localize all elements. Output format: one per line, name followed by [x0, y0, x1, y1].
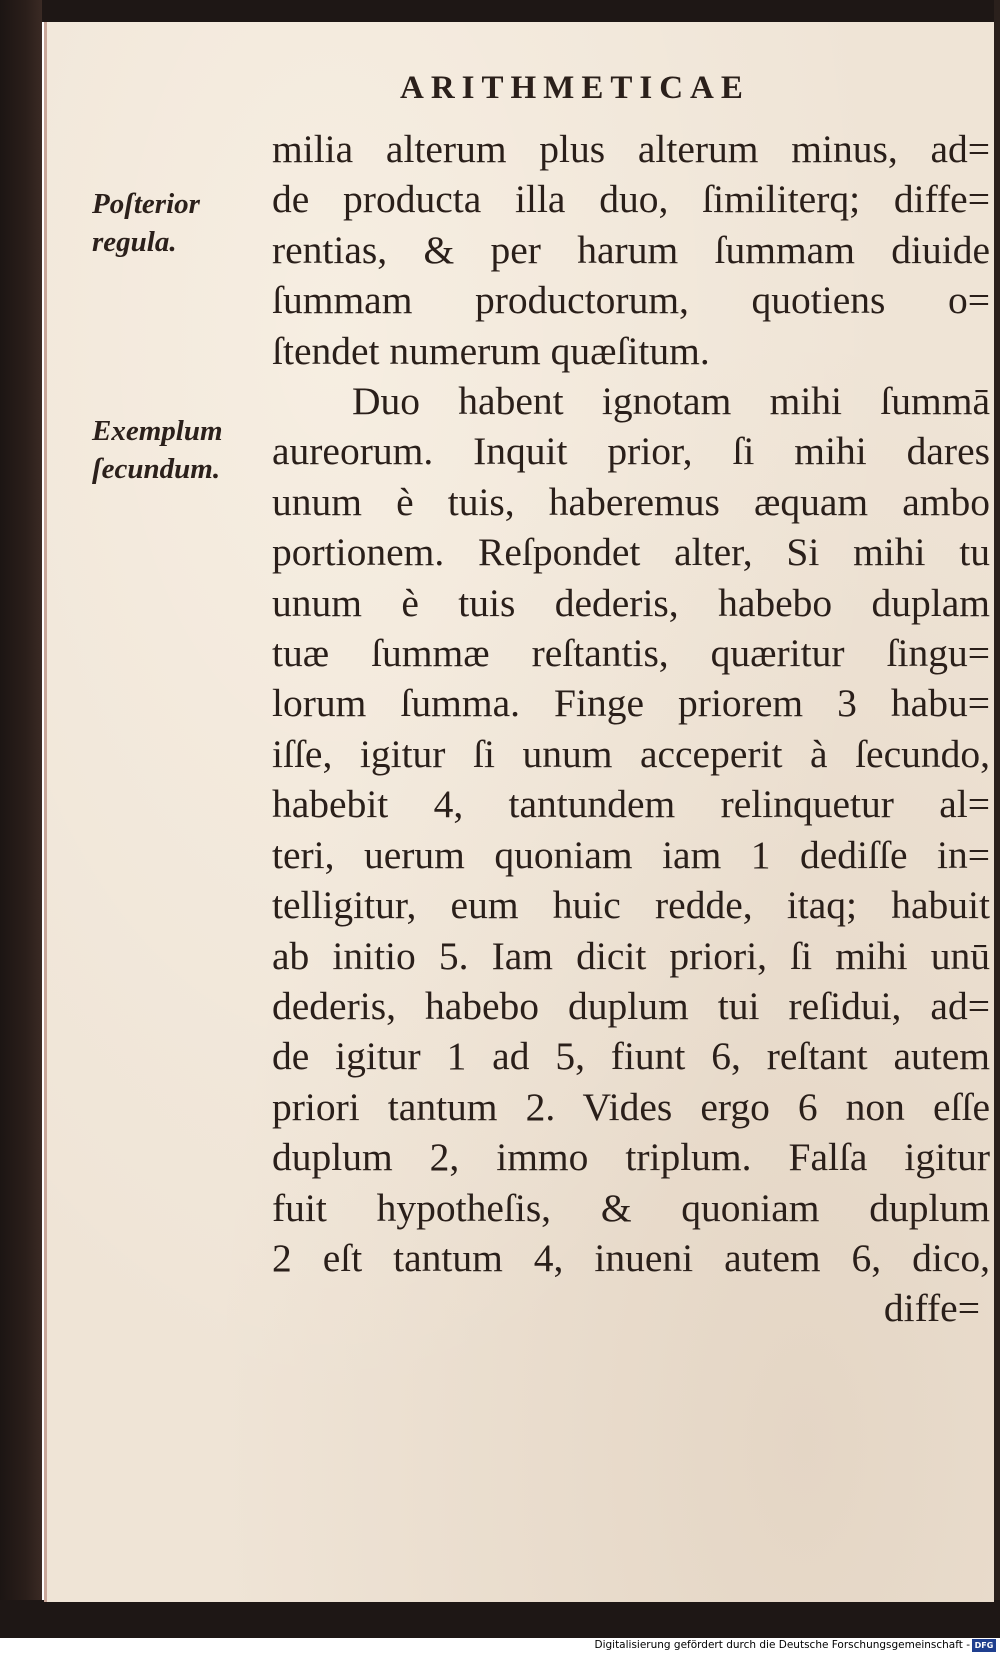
- text-line: rentias, & per harum ſummam diuide: [272, 227, 990, 272]
- text-line: unum è tuis dederis, habebo duplam: [272, 580, 990, 625]
- text-line: tuæ ſummæ reſtantis, quæritur ſingu=: [272, 631, 990, 676]
- text-line: portionem. Reſpondet alter, Si mihi tu: [272, 530, 990, 575]
- margin-note-exemplum-secundum: [92, 412, 242, 488]
- body-text: [272, 124, 990, 1334]
- margin-note-line: Exemplum: [92, 415, 223, 447]
- footer-credit: Digitalisierung gefördert durch die Deutsche Forschungsgemeinschaft -: [594, 1639, 970, 1651]
- catchword: diffe=: [883, 1286, 980, 1331]
- text-line: priori tantum 2. Vides ergo 6 non eſſe: [272, 1084, 990, 1129]
- text-line: teri, uerum quoniam iam 1 dediſſe in=: [272, 832, 990, 877]
- text-line: habebit 4, tantundem relinquetur al=: [272, 782, 990, 827]
- scan-background-bottom: [0, 1600, 1000, 1638]
- dfg-logo-icon: DFG: [972, 1639, 996, 1652]
- text-line: de igitur 1 ad 5, fiunt 6, reſtant autem: [272, 1034, 990, 1079]
- text-line: Duo habent ignotam mihi ſummā: [352, 379, 990, 424]
- text-line: de producta illa duo, ſimiliterq; diffe=: [272, 177, 990, 222]
- text-line: milia alterum plus alterum minus, ad=: [272, 127, 990, 171]
- text-line: iſſe, igitur ſi unum acceperit à ſecundo,: [272, 731, 990, 776]
- text-line: aureorum. Inquit prior, ſi mihi dares: [272, 429, 990, 474]
- running-head: ARITHMETICAE: [400, 70, 750, 106]
- margin-note-line: ſecundum.: [92, 453, 221, 485]
- text-line: ſummam productorum, quotiens o=: [272, 278, 990, 323]
- margin-note-line: regula.: [92, 226, 177, 258]
- scan-background-left: [0, 0, 42, 1654]
- scan-background-right: [994, 0, 1000, 1654]
- text-line: lorum ſumma. Finge priorem 3 habu=: [272, 681, 990, 726]
- text-line: duplum 2, immo triplum. Falſa igitur: [272, 1135, 990, 1180]
- text-line: unum è tuis, haberemus æquam ambo: [272, 479, 990, 524]
- margin-note-posterior-regula: [92, 185, 242, 261]
- margin-note-line: Poſterior: [92, 188, 200, 220]
- text-line: 2 eſt tantum 4, inueni autem 6, dico,: [272, 1235, 990, 1280]
- text-line: dederis, habebo duplum tui reſidui, ad=: [272, 983, 990, 1028]
- scan-background-top: [0, 0, 1000, 22]
- text-line: fuit hypotheſis, & quoniam duplum: [272, 1185, 990, 1230]
- text-line: ſtendet numerum quæſitum.: [272, 328, 710, 373]
- text-line: ab initio 5. Iam dicit priori, ſi mihi unū: [272, 933, 990, 978]
- text-line: telligitur, eum huic redde, itaq; habuit: [272, 883, 990, 928]
